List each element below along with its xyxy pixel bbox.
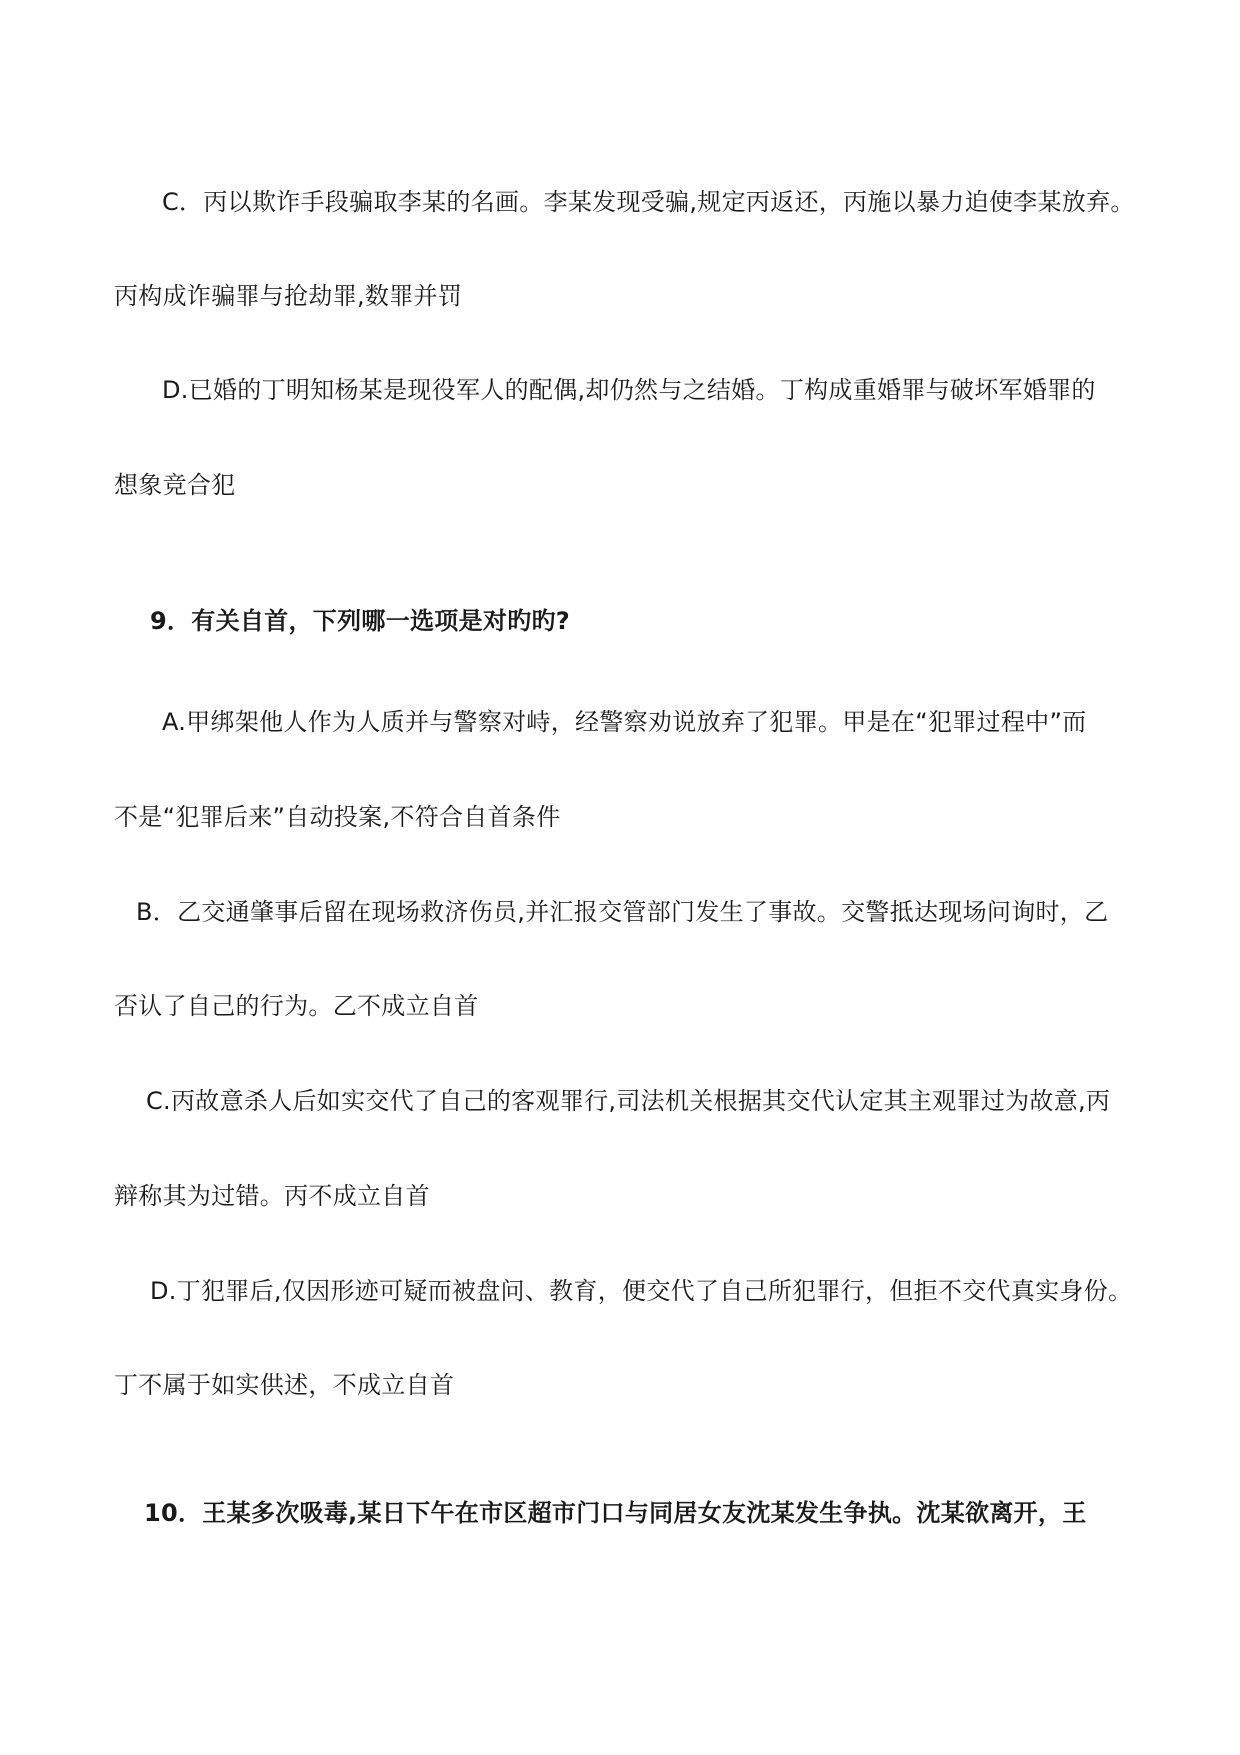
- q8-option-d-line1: D.已婚的丁明知杨某是现役军人的配偶,却仍然与之结婚。丁构成重婚罪与破坏军婚罪的: [162, 376, 1096, 404]
- q8-option-c-line2: 丙构成诈骗罪与抢劫罪,数罪并罚: [114, 282, 463, 310]
- q9-option-d-line2: 丁不属于如实供述，不成立自首: [114, 1371, 455, 1399]
- q9-title: 9．有关自首，下列哪一选项是对旳旳?: [150, 607, 571, 635]
- q9-option-c-line2: 辩称其为过错。丙不成立自首: [114, 1182, 430, 1210]
- q8-option-d-line2: 想象竞合犯: [114, 471, 236, 499]
- q9-option-d-line1: D.丁犯罪后,仅因形迹可疑而被盘问、教育，便交代了自己所犯罪行，但拒不交代真实身份。: [150, 1277, 1133, 1305]
- q9-option-c-line1: C.丙故意杀人后如实交代了自己的客观罪行,司法机关根据其交代认定其主观罪过为故意,丙: [146, 1087, 1111, 1115]
- q9-option-b-line2: 否认了自己的行为。乙不成立自首: [114, 992, 479, 1020]
- q8-option-c-line1: C．丙以欺诈手段骗取李某的名画。李某发现受骗,规定丙返还，丙施以暴力迫使李某放弃。: [162, 188, 1135, 216]
- q10-title: 10．王某多次吸毒,某日下午在市区超市门口与同居女友沈某发生争执。沈某欲离开，王: [144, 1499, 1087, 1527]
- q9-option-a-line1: A.甲绑架他人作为人质并与警察对峙，经警察劝说放弃了犯罪。甲是在“犯罪过程中”而: [162, 708, 1087, 736]
- q9-option-b-line1: B．乙交通肇事后留在现场救济伤员,并汇报交管部门发生了事故。交警抵达现场问询时，乙: [136, 898, 1109, 926]
- q9-option-a-line2: 不是“犯罪后来”自动投案,不符合自首条件: [114, 803, 561, 831]
